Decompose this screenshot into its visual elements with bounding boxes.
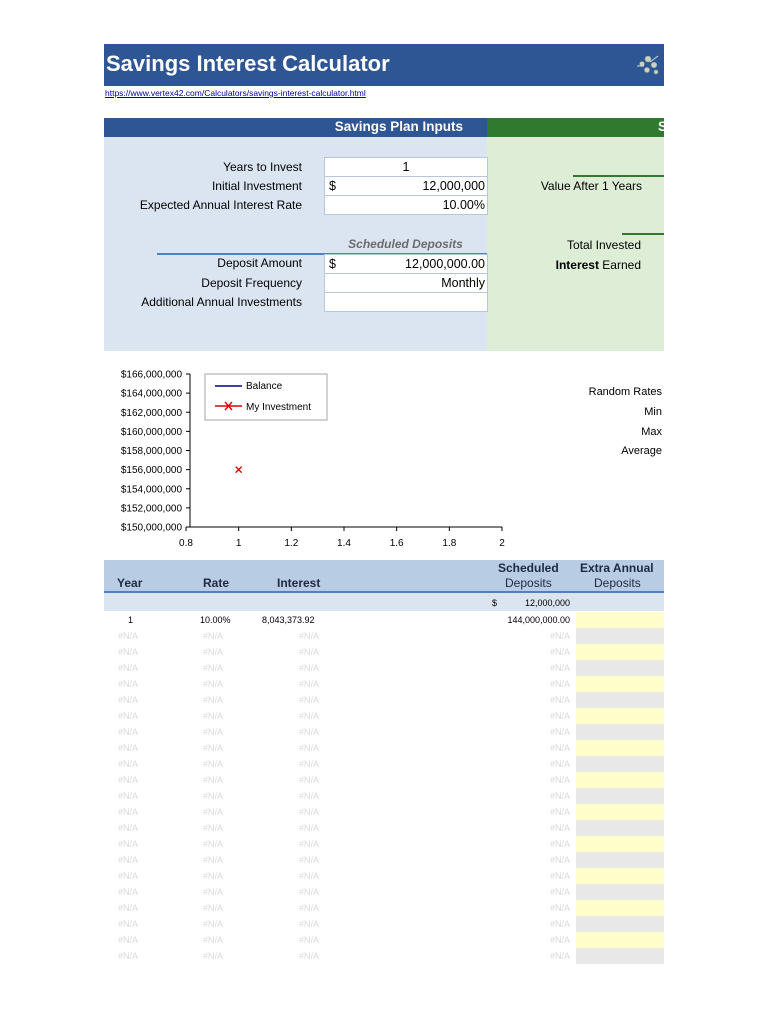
na-scheduled: #N/A <box>550 759 571 769</box>
additional-investments-input[interactable] <box>324 292 488 312</box>
na-year: #N/A <box>118 695 139 705</box>
extra-deposits-input[interactable] <box>576 788 664 804</box>
total-invested-label: Total Invested <box>566 238 641 252</box>
na-rate: #N/A <box>203 711 224 721</box>
na-scheduled: #N/A <box>550 679 571 689</box>
na-interest: #N/A <box>299 935 320 945</box>
na-rate: #N/A <box>203 775 224 785</box>
na-rate: #N/A <box>203 887 224 897</box>
na-rate: #N/A <box>203 903 224 913</box>
na-scheduled: #N/A <box>550 727 571 737</box>
value-after-label: Value After 1 Years <box>540 179 642 193</box>
initial-row <box>104 593 664 611</box>
y-tick-label: $164,000,000 <box>120 388 182 400</box>
na-interest: #N/A <box>299 887 320 897</box>
x-tick-label: 0.8 <box>179 538 193 549</box>
total-invested-divider <box>622 233 664 235</box>
interest-earned-bold: Interest <box>555 258 599 272</box>
na-rate: #N/A <box>203 695 224 705</box>
x-tick-label: 2 <box>499 538 505 549</box>
random-max-label: Max <box>641 426 662 438</box>
extra-deposits-input[interactable] <box>576 628 664 644</box>
na-interest: #N/A <box>299 855 320 865</box>
na-interest: #N/A <box>299 871 320 881</box>
na-year: #N/A <box>118 775 139 785</box>
na-scheduled: #N/A <box>550 711 571 721</box>
na-rate: #N/A <box>203 855 224 865</box>
na-rate: #N/A <box>203 679 224 689</box>
na-interest: #N/A <box>299 743 320 753</box>
na-interest: #N/A <box>299 839 320 849</box>
col-interest: Interest <box>277 576 321 590</box>
na-interest: #N/A <box>299 727 320 737</box>
initial-row-currency: $ <box>492 598 498 608</box>
extra-deposits-input[interactable] <box>576 932 664 948</box>
scheduled-deposits-heading: Scheduled Deposits <box>348 237 463 251</box>
interest-rate-input[interactable] <box>324 195 488 215</box>
initial-investment-input[interactable] <box>324 176 488 196</box>
na-scheduled: #N/A <box>550 743 571 753</box>
extra-deposits-input[interactable] <box>576 772 664 788</box>
na-scheduled: #N/A <box>550 695 571 705</box>
results-section-title: S <box>658 119 668 134</box>
na-year: #N/A <box>118 855 139 865</box>
y-tick-label: $166,000,000 <box>120 369 182 381</box>
na-rate: #N/A <box>203 807 224 817</box>
deposit-currency: $ <box>329 257 336 271</box>
extra-deposits-input[interactable] <box>576 708 664 724</box>
na-year: #N/A <box>118 903 139 913</box>
na-scheduled: #N/A <box>550 951 571 961</box>
extra-deposits-input[interactable] <box>576 676 664 692</box>
legend-balance-label: Balance <box>246 381 283 392</box>
interest-earned-label <box>556 258 641 272</box>
na-rate: #N/A <box>203 935 224 945</box>
extra-deposits-input[interactable] <box>576 820 664 836</box>
deposit-frequency-select[interactable] <box>324 273 488 293</box>
random-min-label: Min <box>644 406 662 418</box>
na-scheduled: #N/A <box>550 839 571 849</box>
na-rate: #N/A <box>203 871 224 881</box>
col-scheduled-line2: Deposits <box>505 576 552 590</box>
row1-extra-deposits-input[interactable] <box>576 612 664 628</box>
na-rate: #N/A <box>203 663 224 673</box>
extra-deposits-input[interactable] <box>576 948 664 964</box>
na-scheduled: #N/A <box>550 775 571 785</box>
row1-rate: 10.00% <box>200 615 231 625</box>
random-average-label: Average <box>621 445 662 457</box>
y-tick-label: $150,000,000 <box>120 522 182 534</box>
extra-deposits-input[interactable] <box>576 868 664 884</box>
na-scheduled: #N/A <box>550 887 571 897</box>
na-scheduled: #N/A <box>550 807 571 817</box>
na-year: #N/A <box>118 919 139 929</box>
na-year: #N/A <box>118 791 139 801</box>
deposit-amount-input[interactable] <box>324 254 488 274</box>
balance-chart <box>100 362 520 554</box>
na-rate: #N/A <box>203 647 224 657</box>
x-tick-label: 1 <box>235 538 242 549</box>
random-rates-label: Random Rates <box>588 386 662 398</box>
na-interest: #N/A <box>299 711 320 721</box>
deposit-frequency-value: Monthly <box>441 276 485 290</box>
col-year: Year <box>117 576 143 590</box>
initial-value: 12,000,000 <box>422 179 485 193</box>
na-year: #N/A <box>118 663 139 673</box>
col-scheduled-line1: Scheduled <box>498 561 559 575</box>
extra-deposits-input[interactable] <box>576 804 664 820</box>
initial-investment-label: Initial Investment <box>211 179 302 193</box>
na-year: #N/A <box>118 839 139 849</box>
x-tick-label: 1.6 <box>389 538 404 549</box>
y-tick-label: $156,000,000 <box>120 465 182 477</box>
na-interest: #N/A <box>299 647 320 657</box>
inputs-section-title: Savings Plan Inputs <box>334 119 463 134</box>
legend-investment-label: My Investment <box>246 402 312 413</box>
extra-deposits-input[interactable] <box>576 884 664 900</box>
na-rate: #N/A <box>203 951 224 961</box>
na-scheduled: #N/A <box>550 871 571 881</box>
years-input[interactable] <box>324 157 488 177</box>
extra-deposits-input[interactable] <box>576 724 664 740</box>
extra-deposits-input[interactable] <box>576 900 664 916</box>
my-investment-point <box>236 467 242 473</box>
years-label: Years to Invest <box>223 160 302 174</box>
na-scheduled: #N/A <box>550 631 571 641</box>
x-tick-label: 1.8 <box>442 538 457 549</box>
na-rate: #N/A <box>203 743 224 753</box>
value-after-divider <box>573 175 664 177</box>
na-rate: #N/A <box>203 727 224 737</box>
na-scheduled: #N/A <box>550 791 571 801</box>
extra-deposits-input[interactable] <box>576 916 664 932</box>
na-rate: #N/A <box>203 631 224 641</box>
na-interest: #N/A <box>299 951 320 961</box>
na-year: #N/A <box>118 743 139 753</box>
col-extra-line1: Extra Annual <box>580 561 654 575</box>
extra-deposits-input[interactable] <box>576 836 664 852</box>
na-interest: #N/A <box>299 823 320 833</box>
row1-scheduled: 144,000,000.00 <box>507 615 570 625</box>
y-tick-label: $160,000,000 <box>120 426 182 438</box>
y-tick-label: $162,000,000 <box>120 407 182 419</box>
x-tick-label: 1.4 <box>337 538 351 549</box>
extra-deposits-input[interactable] <box>576 660 664 676</box>
x-tick-label: 1.2 <box>284 538 299 549</box>
na-interest: #N/A <box>299 695 320 705</box>
na-year: #N/A <box>118 871 139 881</box>
initial-currency: $ <box>329 179 336 193</box>
vertex42-link[interactable]: https://www.vertex42.com/Calculators/savings-interest-calculator.html <box>105 88 366 98</box>
na-year: #N/A <box>118 759 139 769</box>
na-interest: #N/A <box>299 919 320 929</box>
y-tick-label: $152,000,000 <box>120 503 182 515</box>
deposit-amount-value: 12,000,000.00 <box>405 257 485 271</box>
extra-deposits-input[interactable] <box>576 740 664 756</box>
row1-year: 1 <box>128 615 134 625</box>
na-year: #N/A <box>118 823 139 833</box>
additional-investments-label: Additional Annual Investments <box>141 295 302 309</box>
na-scheduled: #N/A <box>550 823 571 833</box>
extra-deposits-input[interactable] <box>576 644 664 660</box>
deposit-amount-label: Deposit Amount <box>217 256 302 270</box>
na-year: #N/A <box>118 887 139 897</box>
na-scheduled: #N/A <box>550 855 571 865</box>
na-scheduled: #N/A <box>550 647 571 657</box>
na-year: #N/A <box>118 631 139 641</box>
y-tick-label: $154,000,000 <box>120 484 182 496</box>
na-year: #N/A <box>118 711 139 721</box>
na-rate: #N/A <box>203 839 224 849</box>
na-interest: #N/A <box>299 775 320 785</box>
na-year: #N/A <box>118 647 139 657</box>
extra-deposits-input[interactable] <box>576 756 664 772</box>
page-title: Savings Interest Calculator <box>106 51 390 76</box>
na-rate: #N/A <box>203 791 224 801</box>
na-rate: #N/A <box>203 759 224 769</box>
initial-row-scheduled: 12,000,000 <box>524 598 570 608</box>
na-rate: #N/A <box>203 919 224 929</box>
interest-rate-value: 10.00% <box>442 198 485 212</box>
extra-deposits-input[interactable] <box>576 852 664 868</box>
na-scheduled: #N/A <box>550 663 571 673</box>
y-tick-label: $158,000,000 <box>120 446 182 457</box>
na-interest: #N/A <box>299 903 320 913</box>
col-extra-line2: Deposits <box>594 576 641 590</box>
vertex42-logo-icon <box>634 52 662 78</box>
na-scheduled: #N/A <box>550 903 571 913</box>
na-interest: #N/A <box>299 679 320 689</box>
na-scheduled: #N/A <box>550 919 571 929</box>
na-scheduled: #N/A <box>550 935 571 945</box>
na-year: #N/A <box>118 935 139 945</box>
na-interest: #N/A <box>299 791 320 801</box>
results-section-header <box>487 118 668 137</box>
interest-earned-rest: Earned <box>598 258 641 272</box>
na-interest: #N/A <box>299 663 320 673</box>
extra-deposits-input[interactable] <box>576 692 664 708</box>
na-year: #N/A <box>118 679 139 689</box>
title-bar <box>104 44 664 86</box>
na-interest: #N/A <box>299 807 320 817</box>
na-year: #N/A <box>118 807 139 817</box>
interest-rate-label: Expected Annual Interest Rate <box>139 198 302 212</box>
na-interest: #N/A <box>299 759 320 769</box>
col-rate: Rate <box>203 576 230 590</box>
na-interest: #N/A <box>299 631 320 641</box>
years-value: 1 <box>402 160 410 174</box>
na-year: #N/A <box>118 727 139 737</box>
na-rate: #N/A <box>203 823 224 833</box>
deposit-frequency-label: Deposit Frequency <box>201 276 302 290</box>
row1-interest: 8,043,373.92 <box>262 615 315 625</box>
na-year: #N/A <box>118 951 139 961</box>
